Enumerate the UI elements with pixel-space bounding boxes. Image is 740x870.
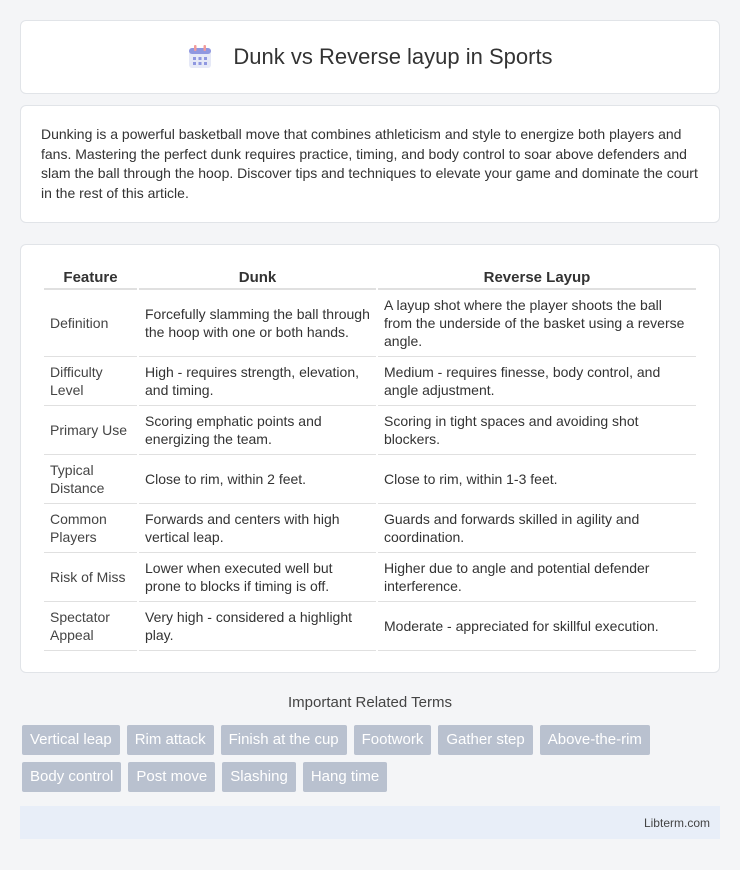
tag-hang-time[interactable]: Hang time xyxy=(303,762,387,792)
table-row xyxy=(44,406,696,455)
row-feature: Difficulty Level xyxy=(44,357,137,406)
table-row xyxy=(44,504,696,553)
row-reverse-layup: Medium - requires finesse, body control, and angle adjustment. xyxy=(378,357,696,406)
intro-card xyxy=(20,105,720,223)
row-reverse-layup: Scoring in tight spaces and avoiding shot blockers. xyxy=(378,406,696,455)
tag-body-control[interactable]: Body control xyxy=(22,762,121,792)
tag-post-move[interactable]: Post move xyxy=(128,762,215,792)
calendar-icon xyxy=(187,44,213,70)
table-row xyxy=(44,455,696,504)
row-feature: Risk of Miss xyxy=(44,553,137,602)
page-title: Dunk vs Reverse layup in Sports xyxy=(233,44,553,69)
tag-above-the-rim[interactable]: Above-the-rim xyxy=(540,725,650,755)
footer-link[interactable]: Libterm.com xyxy=(643,816,710,830)
comparison-table xyxy=(42,265,698,651)
table-row xyxy=(44,602,696,651)
table-header-row xyxy=(44,265,696,290)
tag-slashing[interactable]: Slashing xyxy=(222,762,296,792)
row-feature: Typical Distance xyxy=(44,455,137,504)
intro-text: Dunking is a powerful basketball move that combines athleticism and style to energize both players and fans. Mastering the perfect dunk requires practice, timing, and body control to soar above defenders and slam the ball through the hoop. Discover tips and techniques to elevate your game and dominate the court in the rest of this article. xyxy=(41,126,698,201)
row-dunk: High - requires strength, elevation, and timing. xyxy=(139,357,376,406)
comparison-card xyxy=(20,244,720,673)
row-dunk: Scoring emphatic points and energizing the team. xyxy=(139,406,376,455)
row-reverse-layup: Moderate - appreciated for skillful execution. xyxy=(378,602,696,651)
related-tags xyxy=(22,725,722,799)
row-feature: Primary Use xyxy=(44,406,137,455)
header-dunk: Dunk xyxy=(139,265,376,290)
footer xyxy=(20,806,720,839)
table-row xyxy=(44,357,696,406)
row-reverse-layup: Guards and forwards skilled in agility and coordination. xyxy=(378,504,696,553)
tag-footwork[interactable]: Footwork xyxy=(354,725,432,755)
row-feature: Definition xyxy=(44,290,137,357)
row-reverse-layup: Higher due to angle and potential defender interference. xyxy=(378,553,696,602)
tag-gather-step[interactable]: Gather step xyxy=(438,725,532,755)
tag-finish-at-the-cup[interactable]: Finish at the cup xyxy=(221,725,347,755)
header-feature: Feature xyxy=(44,265,137,290)
row-dunk: Lower when executed well but prone to blocks if timing is off. xyxy=(139,553,376,602)
related-terms-title: Important Related Terms xyxy=(288,694,452,711)
tag-vertical-leap[interactable]: Vertical leap xyxy=(22,725,120,755)
row-dunk: Very high - considered a highlight play. xyxy=(139,602,376,651)
table-row xyxy=(44,290,696,357)
row-reverse-layup: Close to rim, within 1-3 feet. xyxy=(378,455,696,504)
row-dunk: Close to rim, within 2 feet. xyxy=(139,455,376,504)
row-dunk: Forwards and centers with high vertical leap. xyxy=(139,504,376,553)
tag-rim-attack[interactable]: Rim attack xyxy=(127,725,214,755)
row-dunk: Forcefully slamming the ball through the hoop with one or both hands. xyxy=(139,290,376,357)
table-row xyxy=(44,553,696,602)
row-feature: Common Players xyxy=(44,504,137,553)
row-feature: Spectator Appeal xyxy=(44,602,137,651)
header-reverse-layup: Reverse Layup xyxy=(378,265,696,290)
title-card xyxy=(20,20,720,94)
row-reverse-layup: A layup shot where the player shoots the ball from the underside of the basket using a reverse angle. xyxy=(378,290,696,357)
